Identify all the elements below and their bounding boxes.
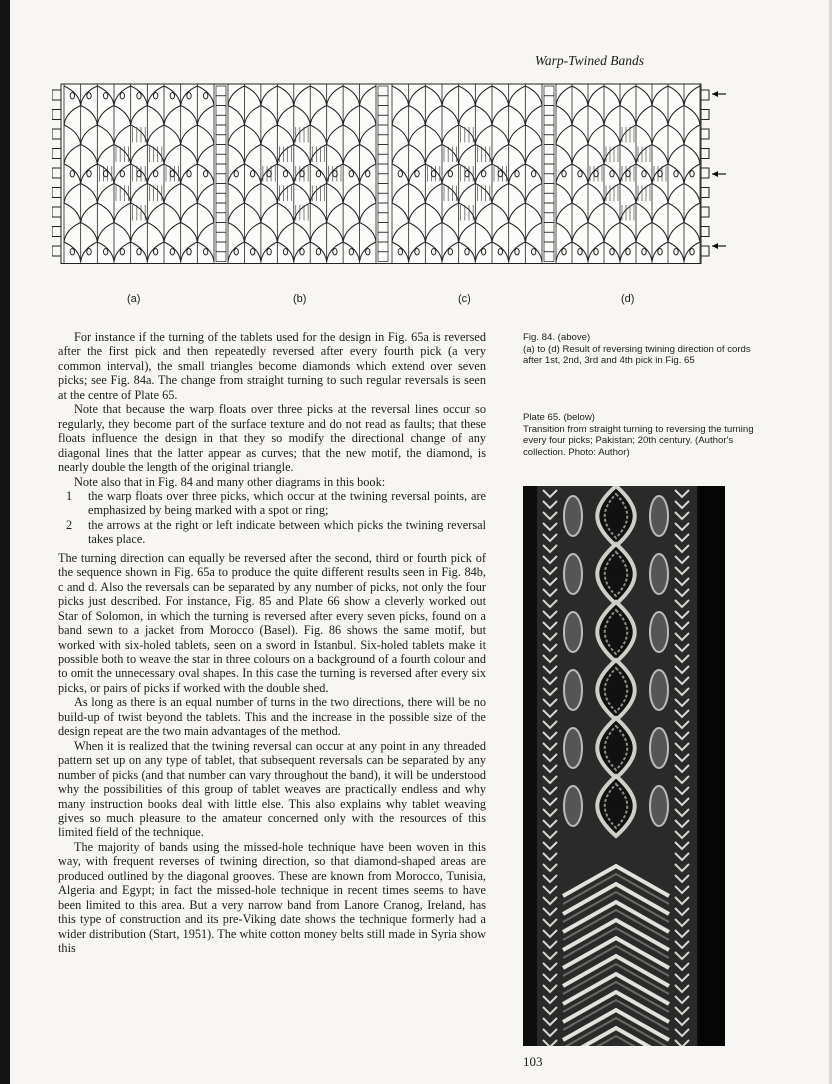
list-number: 2 <box>66 517 73 532</box>
list-number: 1 <box>66 488 73 503</box>
plate-65-photo <box>523 486 725 1046</box>
paragraph: Note that because the warp floats over three picks at the reversal lines occur so regularly, they become part of the surface texture and do not read as faults; that these floats influence the design in that they so modify the directional change of any diagonal lines that the latter appear as curves; that the new motif, the diamond, is nearly double the length of the original triangle. <box>58 402 486 475</box>
figure-label-a: (a) <box>127 293 141 305</box>
list-item <box>58 518 486 547</box>
figure-label-b: (b) <box>293 293 307 305</box>
plate-65-caption <box>523 412 755 458</box>
figure-84-diagram <box>52 76 728 288</box>
list-text: the warp floats over three picks, which occur at the twining reversal points, are emphasized by being marked with a spot or ring; <box>88 488 486 518</box>
caption-text: (a) to (d) Result of reversing twining direction of cords after 1st, 2nd, 3rd and 4th pick in Fig. 65 <box>523 343 751 367</box>
paragraph: The majority of bands using the missed-hole technique have been woven in this way, with frequent reverses of twining direction, so that diamond-shaped areas are produced outlined by the diagonal grooves. These are known from Morocco, Tunisia, Algeria and Egypt; in fact the missed-hole technique in recent times seems to have been limited to this area. But a very narrow band from Lanore Cranog, Ireland, has this type of construction and its pre-Viking date shows the technique formerly had a wider distribution (Start, 1951). The white cotton money belts still made in Syria show this <box>58 839 486 956</box>
woven-band-image <box>523 486 725 1046</box>
caption-text: Transition from straight turning to reversing the turning every four picks; Pakistan; 20th century. (Author's collection. Photo: Author) <box>523 423 754 458</box>
caption-title: Plate 65. (below) <box>523 412 595 423</box>
figure-label-c: (c) <box>458 293 471 305</box>
body-text <box>58 330 486 955</box>
paragraph: For instance if the turning of the tablets used for the design in Fig. 65a is reversed after the first pick and then repeatedly reversed after every fourth pick (a very common interval), the small triangles become diamonds which extend over seven picks; see Fig. 84a. The change from straight turning to such regular reversals is seen at the centre of Plate 65. <box>58 330 486 402</box>
paragraph: Note also that in Fig. 84 and many other diagrams in this book: <box>74 474 386 489</box>
caption-title: Fig. 84. (above) <box>523 332 591 343</box>
list-text: the arrows at the right or left indicate between which picks the twining reversal takes place. <box>88 517 486 547</box>
list-item <box>58 489 486 518</box>
page-number: 103 <box>523 1054 543 1069</box>
numbered-list <box>58 489 486 547</box>
binding-gutter <box>0 0 10 1084</box>
twining-diagram-svg <box>52 76 728 288</box>
figure-label-d: (d) <box>621 293 635 305</box>
running-head: Warp-Twined Bands <box>534 53 644 68</box>
paragraph: The turning direction can equally be reversed after the second, third or fourth pick of the sequence shown in Fig. 65a to produce the quite different results seen in Fig. 84b, c and d. Also the reversals can be separated by any number of picks, not only the four picks just described. For instance, Fig. 85 and Plate 66 show a cleverly worked out Star of Solomon, in which the turning is reversed after every seven picks, found on a band sewn to a jacket from Morocco (Basel). Fig. 86 shows the same motif, but worked with six-holed tablets, seen on a sword in Istanbul. Six-holed tablets make it possible both to weave the star in three colours on a background of a fourth colour and to omit the unnecessary oval shapes. In this case the turning is reversed after every six picks, or pairs of picks if worked with the double shed. <box>58 550 486 695</box>
paragraph: When it is realized that the twining reversal can occur at any point in any threaded pattern set up on any type of tablet, that subsequent reversals can be separated by any number of picks (and that number can vary throughout the band), it will be understood why the possibilities of this group of tablet weaves are practically endless and why many instruction books deal with little else. This also explains why tablet weaving gives so much pleasure to the amateur concerned only with the resources of this limited field of the technique. <box>58 738 486 840</box>
paragraph: As long as there is an equal number of turns in the two directions, there will be no build-up of twist beyond the tablets. This and the increase in the possible size of the design repeat are the two main advantages of the method. <box>58 695 486 739</box>
figure-84-caption <box>523 332 755 367</box>
